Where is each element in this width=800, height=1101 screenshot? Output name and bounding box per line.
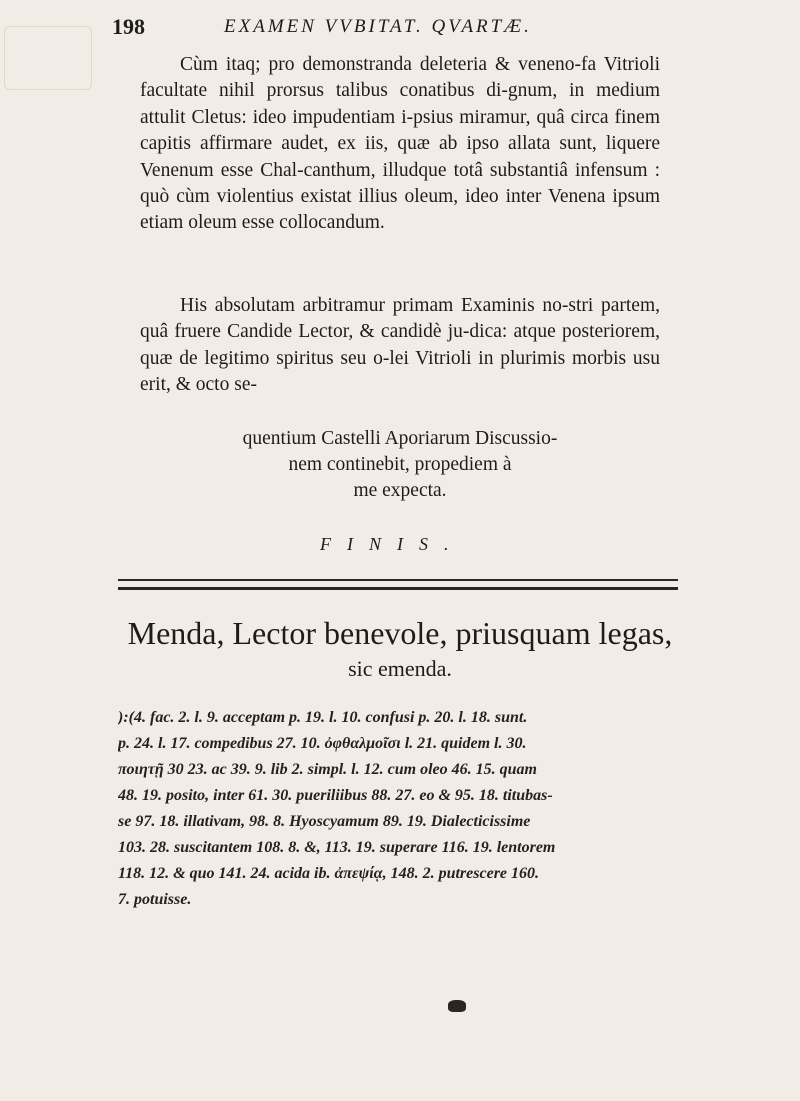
paragraph-2-text: His absolutam arbitramur primam Examinis no-stri partem, quâ fruere Candide Lector, & candidè ju-dica: atque posteriorem, quæ de legitimo spiritus seu o-lei Vitrioli in plurimis morbis usu erit, & octo se- <box>140 295 660 396</box>
errata-line: 7. potuisse. <box>118 891 192 908</box>
errata-line: p. 24. l. 17. compedibus 27. 10. ὀφθαλμοῖσι l. 21. quidem l. 30. <box>118 735 527 752</box>
closing-line-3: me expecta. <box>353 480 447 501</box>
closing-line-2: nem continebit, propediem à <box>288 454 512 475</box>
errata-line: 48. 19. posito, inter 61. 30. pueriliibus 88. 27. eo & 95. 18. titubas- <box>118 787 553 804</box>
errata-list <box>118 705 708 913</box>
errata-line: ποιητῇ 30 23. ac 39. 9. lib 2. simpl. l. 12. cum oleo 46. 15. quam <box>118 761 537 778</box>
paragraph-1-text: Cùm itaq; pro demonstranda deleteria & veneno-fa Vitrioli facultate nihil prorsus talibus conatibus di-gnum, in medium attulit Cletus: ideo impudentiam i-psius miramur, quâ circa finem capitis affirmare audet, ex iis, quæ ab ipso allata sunt, liquere Venenum esse Chal-canthum, illudque totâ substantiâ infensum : quò cùm violentius existat illius oleum, ideo inter Venena ipsum etiam oleum esse collocandum. <box>140 54 660 234</box>
errata-line: ):(4. fac. 2. l. 9. acceptam p. 19. l. 10. confusi p. 20. l. 18. sunt. <box>118 709 528 726</box>
page-header <box>112 14 712 48</box>
page-number: 198 <box>112 14 145 39</box>
divider-rule-thick <box>118 587 678 590</box>
closing-line-1: quentium Castelli Aporiarum Discussio- <box>242 428 558 449</box>
finis-mark: FINIS. <box>320 534 465 554</box>
errata-line: se 97. 18. illativam, 98. 8. Hyoscyamum 89. 19. Dialecticissime <box>118 813 531 830</box>
paragraph-1 <box>140 52 660 237</box>
errata-line: 118. 12. & quo 141. 24. acida ib. ἀπεψίᾳ, 148. 2. putrescere 160. <box>118 865 540 882</box>
running-title: EXAMEN VVBITAT. QVARTÆ. <box>224 16 532 37</box>
errata-subtitle: sic emenda. <box>348 656 452 681</box>
errata-title: Menda, Lector benevole, priusquam legas, <box>127 615 673 651</box>
printer-ornament <box>448 1000 466 1012</box>
library-stamp <box>4 26 92 90</box>
paragraph-2 <box>140 293 660 399</box>
errata-line: 103. 28. suscitantem 108. 8. &, 113. 19. superare 116. 19. lentorem <box>118 839 556 856</box>
divider-rule-thin <box>118 579 678 581</box>
